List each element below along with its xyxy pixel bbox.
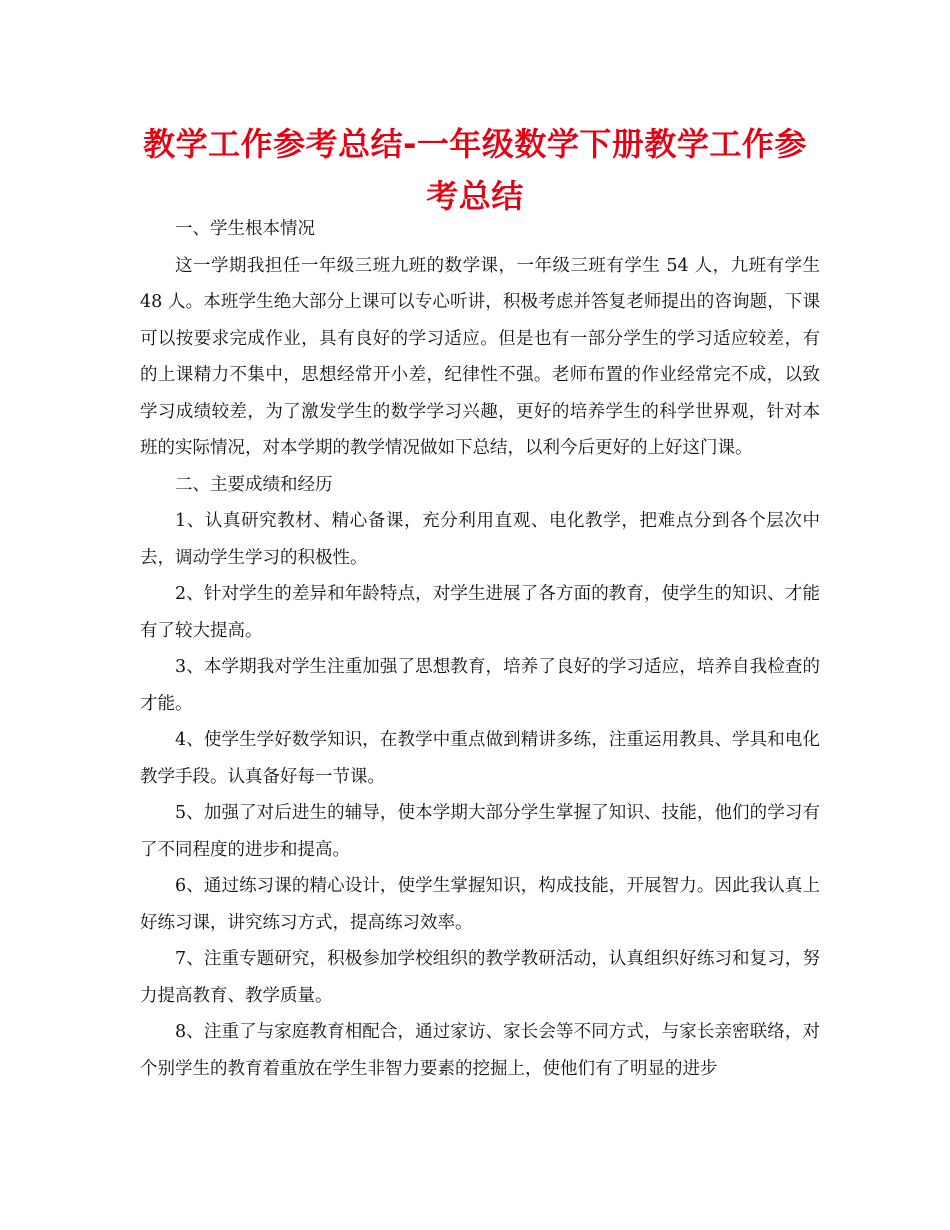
- list-item-7: 7、注重专题研究，积极参加学校组织的教学教研活动，认真组织好练习和复习，努力提高教育、教学质量。: [140, 949, 820, 1006]
- list-item-1: 1、认真研究教材、精心备课，充分利用直观、电化教学，把难点分到各个层次中去，调动学生学习的积极性。: [140, 511, 820, 568]
- list-item-5: 5、加强了对后进生的辅导，使本学期大部分学生掌握了知识、技能，他们的学习有了不同程度的进步和提高。: [140, 803, 820, 860]
- list-item-3: 3、本学期我对学生注重加强了思想教育，培养了良好的学习适应，培养自我检查的才能。: [140, 657, 820, 714]
- document-title: 教学工作参考总结-一年级数学下册教学工作参考总结: [143, 125, 807, 215]
- list-item-2: 2、针对学生的差异和年龄特点，对学生进展了各方面的教育，使学生的知识、才能有了较大提高。: [140, 584, 820, 641]
- paragraph-student-situation: 这一学期我担任一年级三班九班的数学课，一年级三班有学生 54 人，九班有学生 48 人。本班学生绝大部分上课可以专心听讲，积极考虑并答复老师提出的咨询题，下课可以按要求完成作业，具有良好的学习适应。但是也有一部分学生的学习适应较差，有的上课精力不集中，思想经常开小差，纪律性不强。老师布置的作业经常完不成，以致学习成绩较差，为了激发学生的数学学习兴趣，更好的培养学生的科学世界观，针对本班的实际情况，对本学期的教学情况做如下总结，以利今后更好的上好这门课。: [140, 255, 820, 458]
- section-heading-2: 二、主要成绩和经历: [175, 474, 333, 495]
- list-item-6: 6、通过练习课的精心设计，使学生掌握知识，构成技能，开展智力。因此我认真上好练习课，讲究练习方式，提高练习效率。: [140, 876, 820, 933]
- section-heading-1: 一、学生根本情况: [175, 219, 315, 239]
- list-item-8: 8、注重了与家庭教育相配合，通过家访、家长会等不同方式，与家长亲密联络，对个别学生的教育着重放在学生非智力要素的挖掘上，使他们有了明显的进步: [140, 1022, 820, 1079]
- document-body: [140, 211, 820, 1087]
- list-item-4: 4、使学生学好数学知识，在教学中重点做到精讲多练，注重运用教具、学具和电化教学手段。认真备好每一节课。: [140, 730, 820, 787]
